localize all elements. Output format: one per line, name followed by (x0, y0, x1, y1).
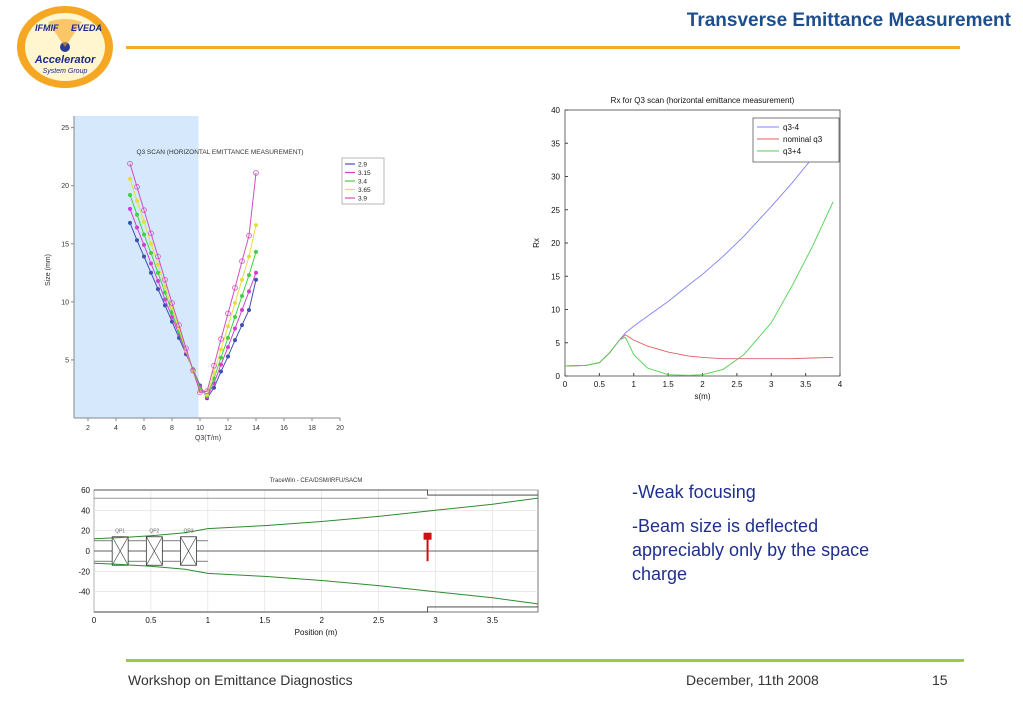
quadrupole-label: QP1 (115, 528, 126, 535)
x-tick-label: 0 (91, 616, 97, 625)
x-tick-label: 18 (308, 425, 316, 432)
y-tick-label: 20 (61, 183, 69, 191)
chart-title: TraceWin - CEA/DSM/IRFU/SACM (269, 478, 363, 484)
y-tick-label: 25 (551, 205, 560, 215)
data-point (128, 193, 131, 196)
y-axis-label: Rx (532, 238, 541, 248)
data-point (149, 271, 152, 274)
data-point (135, 213, 138, 216)
y-tick-label: -20 (78, 567, 90, 577)
data-point (247, 274, 250, 277)
y-tick-label: 5 (65, 357, 69, 365)
data-point (233, 327, 236, 330)
data-point (142, 255, 145, 258)
x-tick-label: 8 (170, 425, 174, 432)
y-tick-label: 40 (81, 506, 90, 516)
data-point (226, 336, 229, 339)
bullet-space-charge: -Beam size is deflected appreciably only by the space charge (632, 516, 870, 584)
data-point (156, 263, 159, 266)
y-tick-label: 0 (555, 372, 560, 381)
x-tick-label: 1 (205, 616, 211, 625)
data-point (135, 239, 138, 242)
data-point (240, 308, 243, 311)
top-rule (126, 46, 960, 49)
data-point (247, 290, 250, 293)
data-point (219, 363, 222, 366)
data-point (135, 226, 138, 229)
x-tick-label: 14 (252, 425, 260, 432)
footer-date: December, 11th 2008 (686, 672, 819, 688)
x-tick-label: 6 (142, 425, 146, 432)
y-tick-label: 10 (61, 299, 69, 307)
data-point (254, 271, 257, 274)
x-tick-label: 2.5 (373, 616, 385, 625)
data-point (156, 271, 159, 274)
data-point (149, 242, 152, 245)
data-point (142, 220, 145, 223)
bullet-weak-focusing: -Weak focusing (632, 482, 756, 502)
x-axis-label: Q3(T/m) (194, 435, 222, 442)
x-tick-label: 1.5 (662, 380, 674, 389)
chart-title: Rx for Q3 scan (horizontal emittance measurement) (610, 96, 795, 105)
x-tick-label: 3 (433, 616, 438, 625)
y-tick-label: 15 (61, 241, 69, 249)
data-point (163, 285, 166, 288)
rx-chart (525, 88, 855, 408)
y-tick-label: -40 (78, 587, 90, 597)
x-tick-label: 20 (336, 425, 344, 432)
data-point (219, 348, 222, 351)
x-tick-label: 4 (114, 425, 118, 432)
data-point (149, 251, 152, 254)
x-tick-label: 1 (631, 380, 636, 389)
legend-label: 3.15 (358, 170, 371, 177)
data-point (233, 339, 236, 342)
y-tick-label: 35 (551, 139, 560, 149)
data-point (163, 298, 166, 301)
x-tick-label: 3 (769, 380, 774, 389)
data-point (226, 346, 229, 349)
data-point (219, 356, 222, 359)
accelerator-system-group-logo (14, 4, 116, 90)
data-point (247, 255, 250, 258)
y-tick-label: 5 (555, 338, 560, 348)
slide-title: Transverse Emittance Measurement (686, 10, 1011, 31)
data-point (128, 207, 131, 210)
data-point (254, 224, 257, 227)
tracewin-chart (60, 470, 550, 645)
data-point (135, 199, 138, 202)
scan-shaded-region (74, 116, 199, 418)
x-tick-label: 2 (319, 616, 324, 625)
x-tick-label: 0.5 (145, 616, 157, 625)
q3-scan-chart (40, 110, 371, 455)
x-tick-label: 2 (86, 425, 90, 432)
y-tick-label: 25 (61, 125, 69, 133)
legend-label: 3.4 (358, 178, 368, 186)
data-point (219, 370, 222, 373)
footer-event: Workshop on Emittance Diagnostics (128, 672, 353, 688)
data-point (212, 386, 215, 389)
data-point (156, 279, 159, 282)
data-point (149, 262, 152, 265)
logo-top-left: IFMIF (35, 23, 59, 33)
data-point (254, 250, 257, 253)
y-tick-label: 15 (551, 272, 560, 282)
data-point (240, 294, 243, 297)
x-tick-label: 16 (280, 425, 288, 432)
x-axis-label: s(m) (694, 392, 711, 401)
x-tick-label: 12 (224, 425, 232, 432)
bottom-rule (126, 659, 964, 662)
x-tick-label: 4 (837, 380, 843, 389)
legend-label: q3+4 (783, 147, 802, 156)
data-point (247, 308, 250, 311)
chart-title: Q3 SCAN (HORIZONTAL EMITTANCE MEASUREMENT) (136, 149, 304, 156)
legend-label: nominal q3 (783, 135, 823, 144)
x-tick-label: 3.5 (800, 380, 812, 389)
y-tick-label: 30 (551, 172, 560, 182)
y-tick-label: 0 (85, 547, 90, 556)
data-point (226, 325, 229, 328)
legend-label: 3.9 (358, 195, 368, 203)
y-tick-label: 10 (551, 305, 560, 315)
y-tick-label: 60 (81, 486, 90, 495)
x-axis-label: Position (m) (294, 628, 338, 637)
x-tick-label: 0.5 (593, 380, 605, 389)
y-tick-label: 40 (551, 106, 560, 115)
data-point (240, 278, 243, 281)
x-tick-label: 10 (196, 425, 204, 432)
data-point (233, 301, 236, 304)
y-axis-label: Size (mm) (45, 254, 52, 286)
x-tick-label: 0 (562, 380, 568, 389)
diagnostic-marker-icon (424, 533, 432, 540)
data-point (128, 221, 131, 224)
logo-main: Accelerator (34, 54, 96, 66)
data-point (240, 323, 243, 326)
data-point (254, 278, 257, 281)
data-point (142, 233, 145, 236)
page-number: 15 (932, 672, 948, 688)
legend-label: 2.9 (358, 161, 368, 169)
x-tick-label: 3.5 (486, 616, 499, 625)
data-point (142, 243, 145, 246)
logo-sub: System Group (42, 68, 88, 75)
x-tick-label: 2.5 (731, 380, 743, 389)
logo-top-right: EVEDA (71, 23, 103, 33)
legend-label: q3-4 (783, 123, 800, 132)
x-tick-label: 1.5 (259, 616, 271, 625)
quadrupole-label: QP3 (183, 528, 194, 535)
data-point (128, 177, 131, 180)
bullet-list (632, 480, 872, 596)
y-tick-label: 20 (81, 526, 90, 536)
data-point (226, 355, 229, 358)
data-point (156, 287, 159, 290)
legend-label: 3.65 (358, 187, 371, 194)
y-tick-label: 20 (551, 239, 560, 248)
x-tick-label: 2 (700, 380, 705, 389)
data-point (163, 304, 166, 307)
quadrupole-label: QP2 (149, 528, 160, 535)
data-point (233, 315, 236, 318)
